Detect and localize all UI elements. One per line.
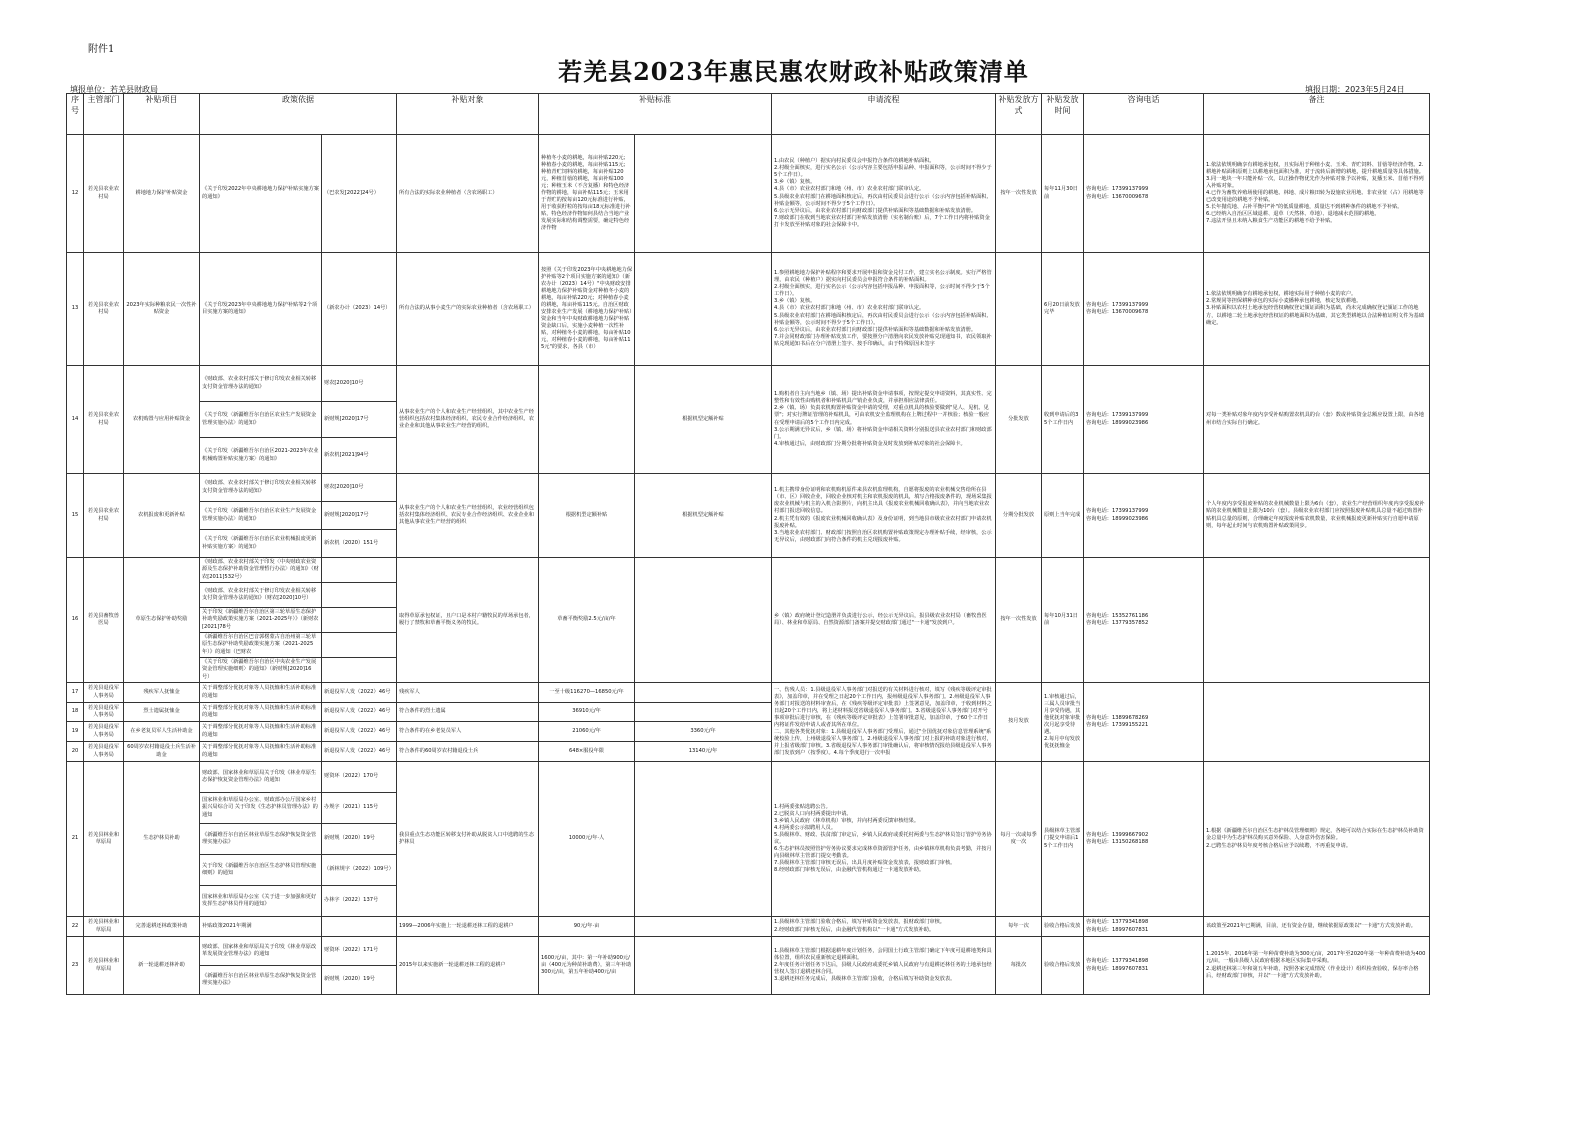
row-basis-doc: 关于调整部分优抚对象等人员抚恤和生活补助标准的通知 — [200, 722, 322, 742]
row-contact: 咨询电话：17399137999 咨询电话：13670009678 — [1084, 135, 1204, 253]
row-process: 1.村两委张贴选聘公告。 2.已脱贫人口向村两委提出申请。 3.乡镇人民政府（林草机构）审核，并向村两委反馈审核结果。 4.村两委公示拟聘用人员。 5.县级林草、财政、扶贫部门审定后，乡镇人民政府或委托村两委与生态护林员签订管护劳务协议。 6.生态护林员按照管护劳务协议要求完成林草资源管护任务，由乡镇林草机构负责考勤，并按月向县级林草主管部门提交考勤表。 7.县级林草主管部门审核无误后，出具月度补贴资金发放表，报财政部门审核。 8.经财政部门审核无误后，由金融代管机构通过一卡通发放补助。 — [772, 762, 996, 917]
row-basis-doc: 财政部、国家林业和草原局关于印发《林业草原改革发展资金管理办法》的通知 — [200, 937, 322, 966]
row-basis-doc: 《关于印发2022年中央耕地地力保护补贴实施方案的通知》 — [200, 135, 322, 253]
row-method: 按年一次性发放 — [996, 135, 1042, 253]
row-standard-2 — [635, 937, 772, 995]
row-target: 所有合法的实际农业种植者（含农场职工） — [397, 135, 539, 253]
row-method: 按月发放 — [996, 683, 1042, 762]
row-item: 完善退耕还林政策补助 — [124, 917, 200, 937]
row-item: 60周岁农村籍退役士兵生活补助金 — [124, 742, 200, 762]
row-standard-1 — [539, 366, 635, 474]
row-target: 我县重点生态功能区转移支付补助从脱贫人口中选聘的生态护林员 — [397, 762, 539, 917]
table-row — [67, 917, 1430, 937]
row-standard-2: 根据机型定额补贴 — [635, 366, 772, 474]
row-basis-no: 新农机（2020）151号 — [322, 530, 397, 558]
row-basis-doc: 关于调整部分优抚对象等人员抚恤和生活补助标准的通知 — [200, 703, 322, 722]
header-target: 补贴对象 — [397, 94, 539, 135]
row-basis-no: （新林规字（2022）109号） — [322, 855, 397, 886]
row-standard-2 — [635, 135, 772, 253]
row-item: 生态护林员补助 — [124, 762, 200, 917]
row-item: 耕地地力保护补贴资金 — [124, 135, 200, 253]
row-basis-doc: 补贴政策2021年期满 — [200, 917, 322, 937]
row-basis-no: 新退役军人发（2022）46号 — [322, 722, 397, 742]
row-basis-no: 办林字（2022）137号 — [322, 886, 397, 917]
annex-label: 附件1 — [88, 44, 115, 55]
row-basis-doc: 关于调整部分优抚对象等人员抚恤和生活补助标准的通知 — [200, 683, 322, 703]
row-target: 取得草原承包权证，且户口是本村户籍牧民的草场承包者，履行了禁牧和草畜平衡义务的牧民。 — [397, 558, 539, 683]
row-basis-doc: 国家林业和草原局办公室《关于进一步加强和更好发挥生态护林员作用的通知》 — [200, 886, 322, 917]
row-standard-1: 1600元/亩，其中：第一年补助900元/亩（400元为种苗补助费），第三年补助300元/亩，第五年补助400元/亩 — [539, 937, 635, 995]
table-row — [67, 558, 1430, 583]
row-basis-doc: 《财政部、农业农村部关于修订印发农业相关转移支付资金管理办法的通知》 — [200, 474, 322, 502]
row-basis-no: 办规字（2021）115号 — [322, 793, 397, 824]
row-basis-no: 财农[2020]10号 — [322, 366, 397, 402]
row-target: 残疾军人 — [397, 683, 539, 703]
row-method: 每年一次 — [996, 917, 1042, 937]
table-row — [67, 135, 1430, 253]
row-dept: 若羌县农业农村局 — [84, 253, 124, 366]
row-seq: 22 — [67, 917, 84, 937]
row-target: 1999—2006年实施上一轮退耕还林工程的退耕户 — [397, 917, 539, 937]
row-time: 收到申请后的35个工作日内 — [1042, 366, 1084, 474]
row-process: 1.机主携带身份证明和农机购机原件来县农机监理机构，自愿将报废的农业机械交售给所在县（市、区）回收企业，回收企业核对机主和农机报废的机具，填写合格报废条件的，现场采集报废农业机械与机主的入机合影照片，向机主出具《报废农业机械回收确认表》，并向当地农业农村部门报送回收信息。 2.机主凭有效的《报废农业机械回收确认表》及身份证明，到当地县市级农业农村部门申请农机报废补贴。 3.当地农业农村部门、财政部门按照自治区农机购置补贴政策规定办理补贴手续，经审核，公示无异议后，由财政部门向符合条件的机主兑现报废补贴。 — [772, 474, 996, 558]
row-basis-doc: 《关于印发〈新疆维吾尔自治区农业生产发展资金管理实施办法〉的通知》 — [200, 502, 322, 530]
row-method — [996, 253, 1042, 366]
row-basis-no: 新退役军人发（2022）46号 — [322, 703, 397, 722]
row-dept: 若羌县林业和草原局 — [84, 762, 124, 917]
row-basis-doc: 《关于印发〈新疆维吾尔自治区农业生产发展资金管理实施办法〉的通知》 — [200, 402, 322, 438]
row-note: 1.根据《新疆维吾尔自治区生态护林员管理细则》规定，各地可以结合实际在生态护林员补助资金总量中为生态护林员购买意外保险、人身意外伤害保险。 2.已聘生态护林员年度考核合格后应予以续聘，不再重复申请。 — [1204, 762, 1430, 917]
table-row — [67, 474, 1430, 502]
row-basis-doc: 《新疆维吾尔自治区巴音郭楞蒙古自治州第三轮草原生态保护补助奖励政策实施方案（2021-2025年）》的通知（巴财农 — [200, 633, 322, 658]
row-dept: 若羌县畜牧兽医局 — [84, 558, 124, 683]
row-basis-no — [322, 633, 397, 658]
row-standard-1: 21060元/年 — [539, 722, 635, 742]
row-seq: 19 — [67, 722, 84, 742]
header-process: 申请流程 — [772, 94, 996, 135]
row-standard-1: 10000元/年·人 — [539, 762, 635, 917]
row-time: 1.审核通过后，三属人员审批当月享受待遇，其他优抚对象审批次月起享受待遇。 2.每月中旬发放优抚抚恤金 — [1042, 683, 1084, 762]
fill-unit: 填报单位：若羌县财政局 — [70, 85, 158, 94]
row-target: 符合条件的在乡老复员军人 — [397, 722, 539, 742]
page-title: 若羌县2023年惠民惠农财政补贴政策清单 — [558, 57, 1029, 86]
row-dept: 若羌县退役军人事务局 — [84, 722, 124, 742]
row-basis-doc: 关于调整部分优抚对象等人员抚恤和生活补助标准的通知 — [200, 742, 322, 762]
row-process: 1.参照耕地地力保护补贴程序和要求开展申报和资金兑付工作，建立实名公示制度。实行严格管理，由农民（种植户）据实向村民委员会申报符合条件的补贴面积。 2.村级全面核实，进行实名公示（公示内容包括申报品种、申报面积等，公示时间不得少于5个工作日）。 3.乡（镇）复核。 4.县（市）农业农村部门和地（州、市）农业农村部门联审认定。 5.县级农业农村部门在耕地面积核定后，再次由村民委员会进行公示（公示内容包括补贴面积、补贴金额等，公示时间不得少于5个工作日）。 6.公示无异议后，由农业农村部门向财政部门提供补贴面积等基础数据和补贴发放清册。 7.并会同财政部门办理补贴发放工作，要按照分户清册向农民发放补贴兑现通知书，农民领取补贴兑现通知书后在分户清册上签字、按手印确认，由于特殊原因未签字 — [772, 253, 996, 366]
row-seq: 14 — [67, 366, 84, 474]
row-standard-1: 648×服役年限 — [539, 742, 635, 762]
row-basis-doc: 《财政部、农业农村部关于印发〈中央财政农业资源及生态保护补助资金管理暂行办法〉的通知》（财农[2011]532号） — [200, 558, 322, 583]
row-time: 每年11月30日前 — [1042, 135, 1084, 253]
row-dept: 若羌县退役军人事务局 — [84, 742, 124, 762]
table-row — [67, 253, 1430, 366]
row-standard-1: 按照《关于印发2023年中央耕地地力保护补贴等2个项目实施方案的通知》（新农办计（2023）14号）"中央财政安排耕地地力保护补贴资金对种植冬小麦的耕地，每亩补贴220元；对种植春小麦的耕地，每亩补贴115元。自治区财政安排农业生产发展（耕地地力保护补贴）资金和当年中央财政耕地地力保护补贴资金缺口后，实施小麦种植一次性补贴，对种植冬小麦的耕地，每亩补贴10元，对种植春小麦的耕地，每亩补贴115元"的要求，各县（市） — [539, 253, 635, 366]
row-item: 新一轮退耕还林补助 — [124, 937, 200, 995]
row-target: 符合条件的60周岁农村籍退役士兵 — [397, 742, 539, 762]
fill-date: 填报日期：2023年5月24日 — [1305, 85, 1405, 94]
row-standard-2 — [635, 703, 772, 722]
row-standard-2 — [635, 917, 772, 937]
row-seq: 18 — [67, 703, 84, 722]
row-standard-2 — [635, 253, 772, 366]
row-basis-no: （巴农发[2022]24号） — [322, 135, 397, 253]
row-target: 符合条件的烈士遗属 — [397, 703, 539, 722]
row-seq: 21 — [67, 762, 84, 917]
table-body — [67, 135, 1430, 995]
row-time: 验收合格后发放 — [1042, 937, 1084, 995]
row-standard-1: 一至十级116270—16850元/年 — [539, 683, 635, 703]
row-contact: 咨询电话：13899678269 咨询电话：17399155221 — [1084, 683, 1204, 762]
row-target: 2015年以来实施新一轮退耕还林工程的退耕户 — [397, 937, 539, 995]
row-standard-2: 13140元/年 — [635, 742, 772, 762]
row-method: 分期分批发放 — [996, 474, 1042, 558]
row-basis-no — [322, 917, 397, 937]
header-seq: 序号 — [67, 94, 84, 135]
row-dept: 若羌县退役军人事务局 — [84, 683, 124, 703]
row-basis-no — [322, 658, 397, 683]
row-basis-doc: 关于印发《新疆维吾尔自治区第三轮草原生态保护补助奖励政策实施方案（2021-2025年）》（新财农[2021]78号 — [200, 608, 322, 633]
row-dept: 若羌县农业农村局 — [84, 474, 124, 558]
row-seq: 17 — [67, 683, 84, 703]
row-target: 所有合法的从事小麦生产的实际农业种植者（含农场职工） — [397, 253, 539, 366]
row-seq: 23 — [67, 937, 84, 995]
row-standard-1: 草畜平衡奖励2.5元/亩/年 — [539, 558, 635, 683]
row-basis-doc: 国家林业和草原局办公室、财政部办公厅国家乡村振兴局综合司 关于印发《生态护林员管理办法》的通知 — [200, 793, 322, 824]
header-dept: 主管部门 — [84, 94, 124, 135]
row-basis-doc: 《财政部、农业农村部关于修订印发农业相关转移支付资金管理办法的通知》 — [200, 366, 322, 402]
row-item: 残疾军人抚恤金 — [124, 683, 200, 703]
row-note: 个人年度内享受报废补贴的农业机械数量上限为6台（套），农业生产经营组织年度内享受报废补贴的农业机械数量上限为10台（套）。县级农业农村部门应按照报废补贴机具总量不超过购置补贴机具总量的原则，合理确定年度报废补贴农机数量，农业机械报废更新补贴实行自愿申请原则，每年起止时间与农机购置补贴政策同步。 — [1204, 474, 1430, 558]
row-method: 按年一次性发放 — [996, 558, 1042, 683]
row-note: 1.依法依规明确享有耕地承包权，耕地实际用于种植小麦的农户。 2.常规同等担保耕种承包的实际小麦播种承包耕地，核定发放耕地。 3.补贴面积以农村土地承包经营权确权登记颁证面积为基础，尚未完成确权登记颁证工作的地方，以耕地二轮土地承包经营权证的耕地面积为基础，其它类型耕地以合法种植证明文件为基础确定。 — [1204, 253, 1430, 366]
row-basis-doc: 《新疆维吾尔自治区林业草原生态保护恢复资金管理实施办法》 — [200, 966, 322, 995]
row-note: 对每一类补贴对象年度内享受补贴购置农机具的台（套）数或补贴资金总额应设置上限，由各地州市结合实际自行确定。 — [1204, 366, 1430, 474]
row-standard-1: 36910元/年 — [539, 703, 635, 722]
table-row — [67, 762, 1430, 793]
row-basis-no: 新财规[2020]17号 — [322, 402, 397, 438]
header-contact: 咨询电话 — [1084, 94, 1204, 135]
row-seq: 12 — [67, 135, 84, 253]
row-time: 验收合格后发放 — [1042, 917, 1084, 937]
row-target: 从事农业生产的个人和农业生产经营组织，农业经营组织包括农村集体经济组织、农民专业合作经济组织、农业企业和其他从事农业生产经营的组织 — [397, 474, 539, 558]
row-method: 每月一次或每季度一次 — [996, 762, 1042, 917]
row-standard-1: 种植冬小麦的耕地，每亩补贴220元；种植春小麦的耕地，每亩补贴115元；种植青贮饲料的耕地，每亩补贴120元，种植苜蓿的耕地，每亩补贴100元；种植玉米（不含复播）和特色经济作物的耕地，每亩补贴115元；玉米用于青贮的按每亩120元标准进行补贴，用于收获籽粒的按每亩18元标准进行补贴，特色经济作物如何县结合当地产业发展实际和结构调整需要，确定特色经济作物 — [539, 135, 635, 253]
row-dept: 若羌县退役军人事务局 — [84, 703, 124, 722]
row-basis-no — [322, 608, 397, 633]
row-basis-no: 新退役军人发（2022）46号 — [322, 683, 397, 703]
row-note: 该政策至2021年已期满，目前，还有资金存量，继续依据原政策以"一卡通"方式发放补助。 — [1204, 917, 1430, 937]
header-standard: 补贴标准 — [539, 94, 772, 135]
row-basis-no — [322, 558, 397, 583]
row-time: 每年10月31日前 — [1042, 558, 1084, 683]
row-contact: 咨询电话：13999667902 咨询电话：13150268188 — [1084, 762, 1204, 917]
row-basis-no: 新农机[2021]94号 — [322, 438, 397, 474]
row-item: 2023年实际种粮农民一次性补贴资金 — [124, 253, 200, 366]
row-standard-2: 根据机型定额补贴 — [635, 474, 772, 558]
row-process: 1.县级林草主管部门验收合格后，填写补贴资金发放表，报财政部门审核。 2.经财政部门审核无误后，由金融代管机构以"一卡通"方式发放补助。 — [772, 917, 996, 937]
row-contact: 咨询电话：15352761186 咨询电话：13779357852 — [1084, 558, 1204, 683]
row-process: 一、伤残人员：1.县级退役军人事务部门对报送的有关材料进行核对，填写《残疾等级评定审批表》，加盖印章，并在受理之日起20个工作日内，报州级退役军人事务部门。2.州级退役军人事务部门对报送的材料审查后，在《残疾等级评定审批表》上签署意见，加盖印章，于收到材料之日起20个工作日内，将上述材料报送省级退役军人事务部门。3.省级退役军人事务部门对开号事项审批后进行审核，在《残疾等级评定审批表》上签署审批意见，加盖印章，于60个工作日内将证件发给申请人或者其所在单位。 二、其他各类优抚对象：1.县级退役军人事务部门受理后，通过"全国优抚对象信息管理系统"系统校验上传，上州级退役军人事务部门。2.州级退役军人事务部门对上报的补助对象进行核对，并上报省级部门审核。3.省级退役军人事务部门审批确认后，将审核情况报给县级退役军人事务部门发放到户（按季度）。4.每个季度进行一次申报 — [772, 683, 996, 762]
row-item: 草原生态保护补助奖励 — [124, 558, 200, 683]
row-note: 1.依法依规明确享有耕地承包权，且实际用于种植小麦、玉米、青贮饲料、苜蓿等经济作物。2.耕地补贴面积原则上以耕地承包面积为准，对于流转后新增的耕地，提升耕地质量等具体措施。 3.同一地块一年只能补贴一次，以正操作物优先作为补贴对象予以补贴，复播玉米、苜蓿不得列入补贴对象。 4.已作为畜牧养殖场使用的耕地、林地、成片粮田转为设施农业用地、非农业征（占）用耕地等已改变用途的耕地不予补贴。 5.长年抛荒地、占补平衡中"补"的低质量耕地，质量达不到耕种条件的耕地不予补贴。 6.已经纳入自治区区域退耕、退草（天然林、草地）、退地减水范围的耕地。 7.违法开垦且未纳入粮食生产功能区的耕地不给予补贴。 — [1204, 135, 1430, 253]
row-basis-doc: 《关于印发〈新疆维吾尔自治区2021-2023年农业机械购置补贴实施方案〉的通知》 — [200, 438, 322, 474]
row-time: 原则上当年完成 — [1042, 474, 1084, 558]
row-process: 1.由农民（种植户）据实向村民委员会申报符合条件的耕地补贴面积。 2.村级全面核实，进行实名公示（公示内容主要包括申报品种、申报面积等，公示时间不得少于5个工作日）。 3.乡（镇）复核。 4.县（市）农业农村部门和地（州、市）农业农村部门联审认定。 5.县级农业农村部门在耕地面积核定后，再次由村民委员会进行公示（公示内容包括补贴面积、补贴金额等，公示时间不得少于5个工作日）。 6.公示无异议后，由农业农村部门向财政部门提供补贴面积等基础数据和补贴发放清册。 7.财政部门在收到当地农业农村部门补贴发放清册（实名制台账）后，7个工作日内将补贴资金打卡发放至补贴对象的社会保障卡中。 — [772, 135, 996, 253]
row-basis-no: 新财规[2020]17号 — [322, 502, 397, 530]
header-row — [67, 94, 1430, 135]
row-dept: 若羌县农业农村局 — [84, 366, 124, 474]
row-basis-no: 新退役军人发（2022）46号 — [322, 742, 397, 762]
row-item: 在乡老复员军人生活补助金 — [124, 722, 200, 742]
row-basis-no: 财资环（2022）170号 — [322, 762, 397, 793]
row-target: 从事农业生产的个人和农业生产经营组织，其中农业生产经营组织包括农村集体经济组织、农民专业合作经济组织、农业企业和其他从事农业生产经营的组织。 — [397, 366, 539, 474]
row-basis-no: 财资环（2022）171号 — [322, 937, 397, 966]
row-process: 1.购机者自主向当地乡（镇、场）提出补贴资金申请事项，按规定提交申请资料，其真实性、完整性和有效性由购机者和补贴机具产销企业负责，并承担相应法律责任。 2.乡（镇、场）负责农机购置补贴资金申请的受理，对重点机具的核验要做到"见人、见机、见票"；对实行牌证管理的补贴机具，可由农机安全监理机构在上牌过程中一并核验；核验一般应在受理申请后的5个工作日内完成。 3.公示期满无异议后，乡（镇、场）将补贴资金申请相关资料分别报送县农业农村部门和财政部门。 4.审核通过后，由财政部门分期分批将补贴资金及时发放到补贴对象的社会保障卡。 — [772, 366, 996, 474]
table-row — [67, 366, 1430, 402]
row-basis-doc: 《关于印发〈新疆维吾尔自治区中央农业生产发展资金管理实施细则〉的通知》（新财规[2020]16号） — [200, 658, 322, 683]
row-seq: 16 — [67, 558, 84, 683]
row-contact: 咨询电话：13779341898 咨询电话：18997607831 — [1084, 937, 1204, 995]
row-contact: 咨询电话：13779341898 咨询电话：18997607831 — [1084, 917, 1204, 937]
table-row — [67, 937, 1430, 966]
row-note — [1204, 558, 1430, 683]
row-basis-no — [322, 583, 397, 608]
row-contact: 咨询电话：17399137999 咨询电话：18999023986 — [1084, 474, 1204, 558]
row-standard-2 — [635, 683, 772, 703]
header-time: 补贴发放时间 — [1042, 94, 1084, 135]
row-dept: 若羌县农业农村局 — [84, 135, 124, 253]
row-method: 分批发放 — [996, 366, 1042, 474]
row-seq: 15 — [67, 474, 84, 558]
row-item: 烈士遗属抚恤金 — [124, 703, 200, 722]
header-item: 补贴项目 — [124, 94, 200, 135]
row-note — [1204, 683, 1430, 762]
row-process: 1.县级林草主管部门根据退耕年度计划任务，会同国土行政主管部门确定下年度可退耕地类和具体位置，组织农民重新核定退耕面积。 2.年度任务计划任务下达后，县级人民政府或委托乡镇人民政府与有退耕还林任务的土地承包经营权人签订退耕还林合同。 3.退耕还林任务完成后，县级林草主管部门验收，合格后填写补助资金发放表。 — [772, 937, 996, 995]
row-basis-doc: 财政部、国家林业和草原局关于印发《林业草原生态保护恢复资金管理办法》的通知 — [200, 762, 322, 793]
row-method: 每批次 — [996, 937, 1042, 995]
row-basis-doc: 《关于印发〈新疆维吾尔自治区农业机械报废更新补贴实施方案〉的通知》 — [200, 530, 322, 558]
row-basis-doc: 《财政部、农业农村部关于修订印发农业相关转移支付资金管理办法的通知》（财农[2020]10号） — [200, 583, 322, 608]
row-standard-2 — [635, 762, 772, 917]
row-standard-1: 根据机型定额补贴 — [539, 474, 635, 558]
row-process: 乡（镇）政府统计登记造册并负责进行公示，经公示无异议后，报县级农业农村局（畜牧兽医局）、林业和草原局、自然资源部门备案并提交财政部门通过"一卡通"发放到户。 — [772, 558, 996, 683]
row-seq: 20 — [67, 742, 84, 762]
row-basis-no: 财农[2020]10号 — [322, 474, 397, 502]
row-item: 农机报废和更新补贴 — [124, 474, 200, 558]
header-method: 补贴发放方式 — [996, 94, 1042, 135]
row-basis-doc: 关于印发《新疆维吾尔自治区生态护林员管理实施细则》的通知 — [200, 855, 322, 886]
header-basis: 政策依据 — [200, 94, 397, 135]
row-time: 县级林草主管部门提交申请后15个工作日内 — [1042, 762, 1084, 917]
header-note: 备注 — [1204, 94, 1430, 135]
row-standard-2 — [635, 558, 772, 683]
row-basis-doc: 《关于印发2023年中央耕地地力保护补贴等2个项目实施方案的通知》 — [200, 253, 322, 366]
row-note: 1.2015年、2016年第一年种苗费补助为300元/亩，2017年至2020年第一年种苗费补助为400元/亩，一般由县级人民政府根据本地区实际集中采购。 2.退耕还林第三年和第五年补助，按照各家完成情况（作业设计）组织检查验收，保存率合格后，经财政部门审核，并以"一卡通"方式发放补助。 — [1204, 937, 1430, 995]
row-time: 6月20日前发放完毕 — [1042, 253, 1084, 366]
row-contact: 咨询电话：17399137999 咨询电话：18999023986 — [1084, 366, 1204, 474]
row-basis-no: 新财规（2020）19号 — [322, 966, 397, 995]
row-dept: 若羌县林业和草原局 — [84, 937, 124, 995]
row-item: 农机购置与应用补贴资金 — [124, 366, 200, 474]
policy-table — [66, 93, 1430, 995]
row-basis-no: （新农办计（2023）14号） — [322, 253, 397, 366]
row-basis-no: 新财规（2020）19号 — [322, 824, 397, 855]
row-dept: 若羌县林业和草原局 — [84, 917, 124, 937]
row-standard-1: 90元/年·亩 — [539, 917, 635, 937]
table-row — [67, 683, 1430, 703]
row-standard-2: 3360元/年 — [635, 722, 772, 742]
row-contact: 咨询电话：17399137999 咨询电话：13670009678 — [1084, 253, 1204, 366]
row-seq: 13 — [67, 253, 84, 366]
row-basis-doc: 《新疆维吾尔自治区林业草原生态保护恢复资金管理实施办法》 — [200, 824, 322, 855]
